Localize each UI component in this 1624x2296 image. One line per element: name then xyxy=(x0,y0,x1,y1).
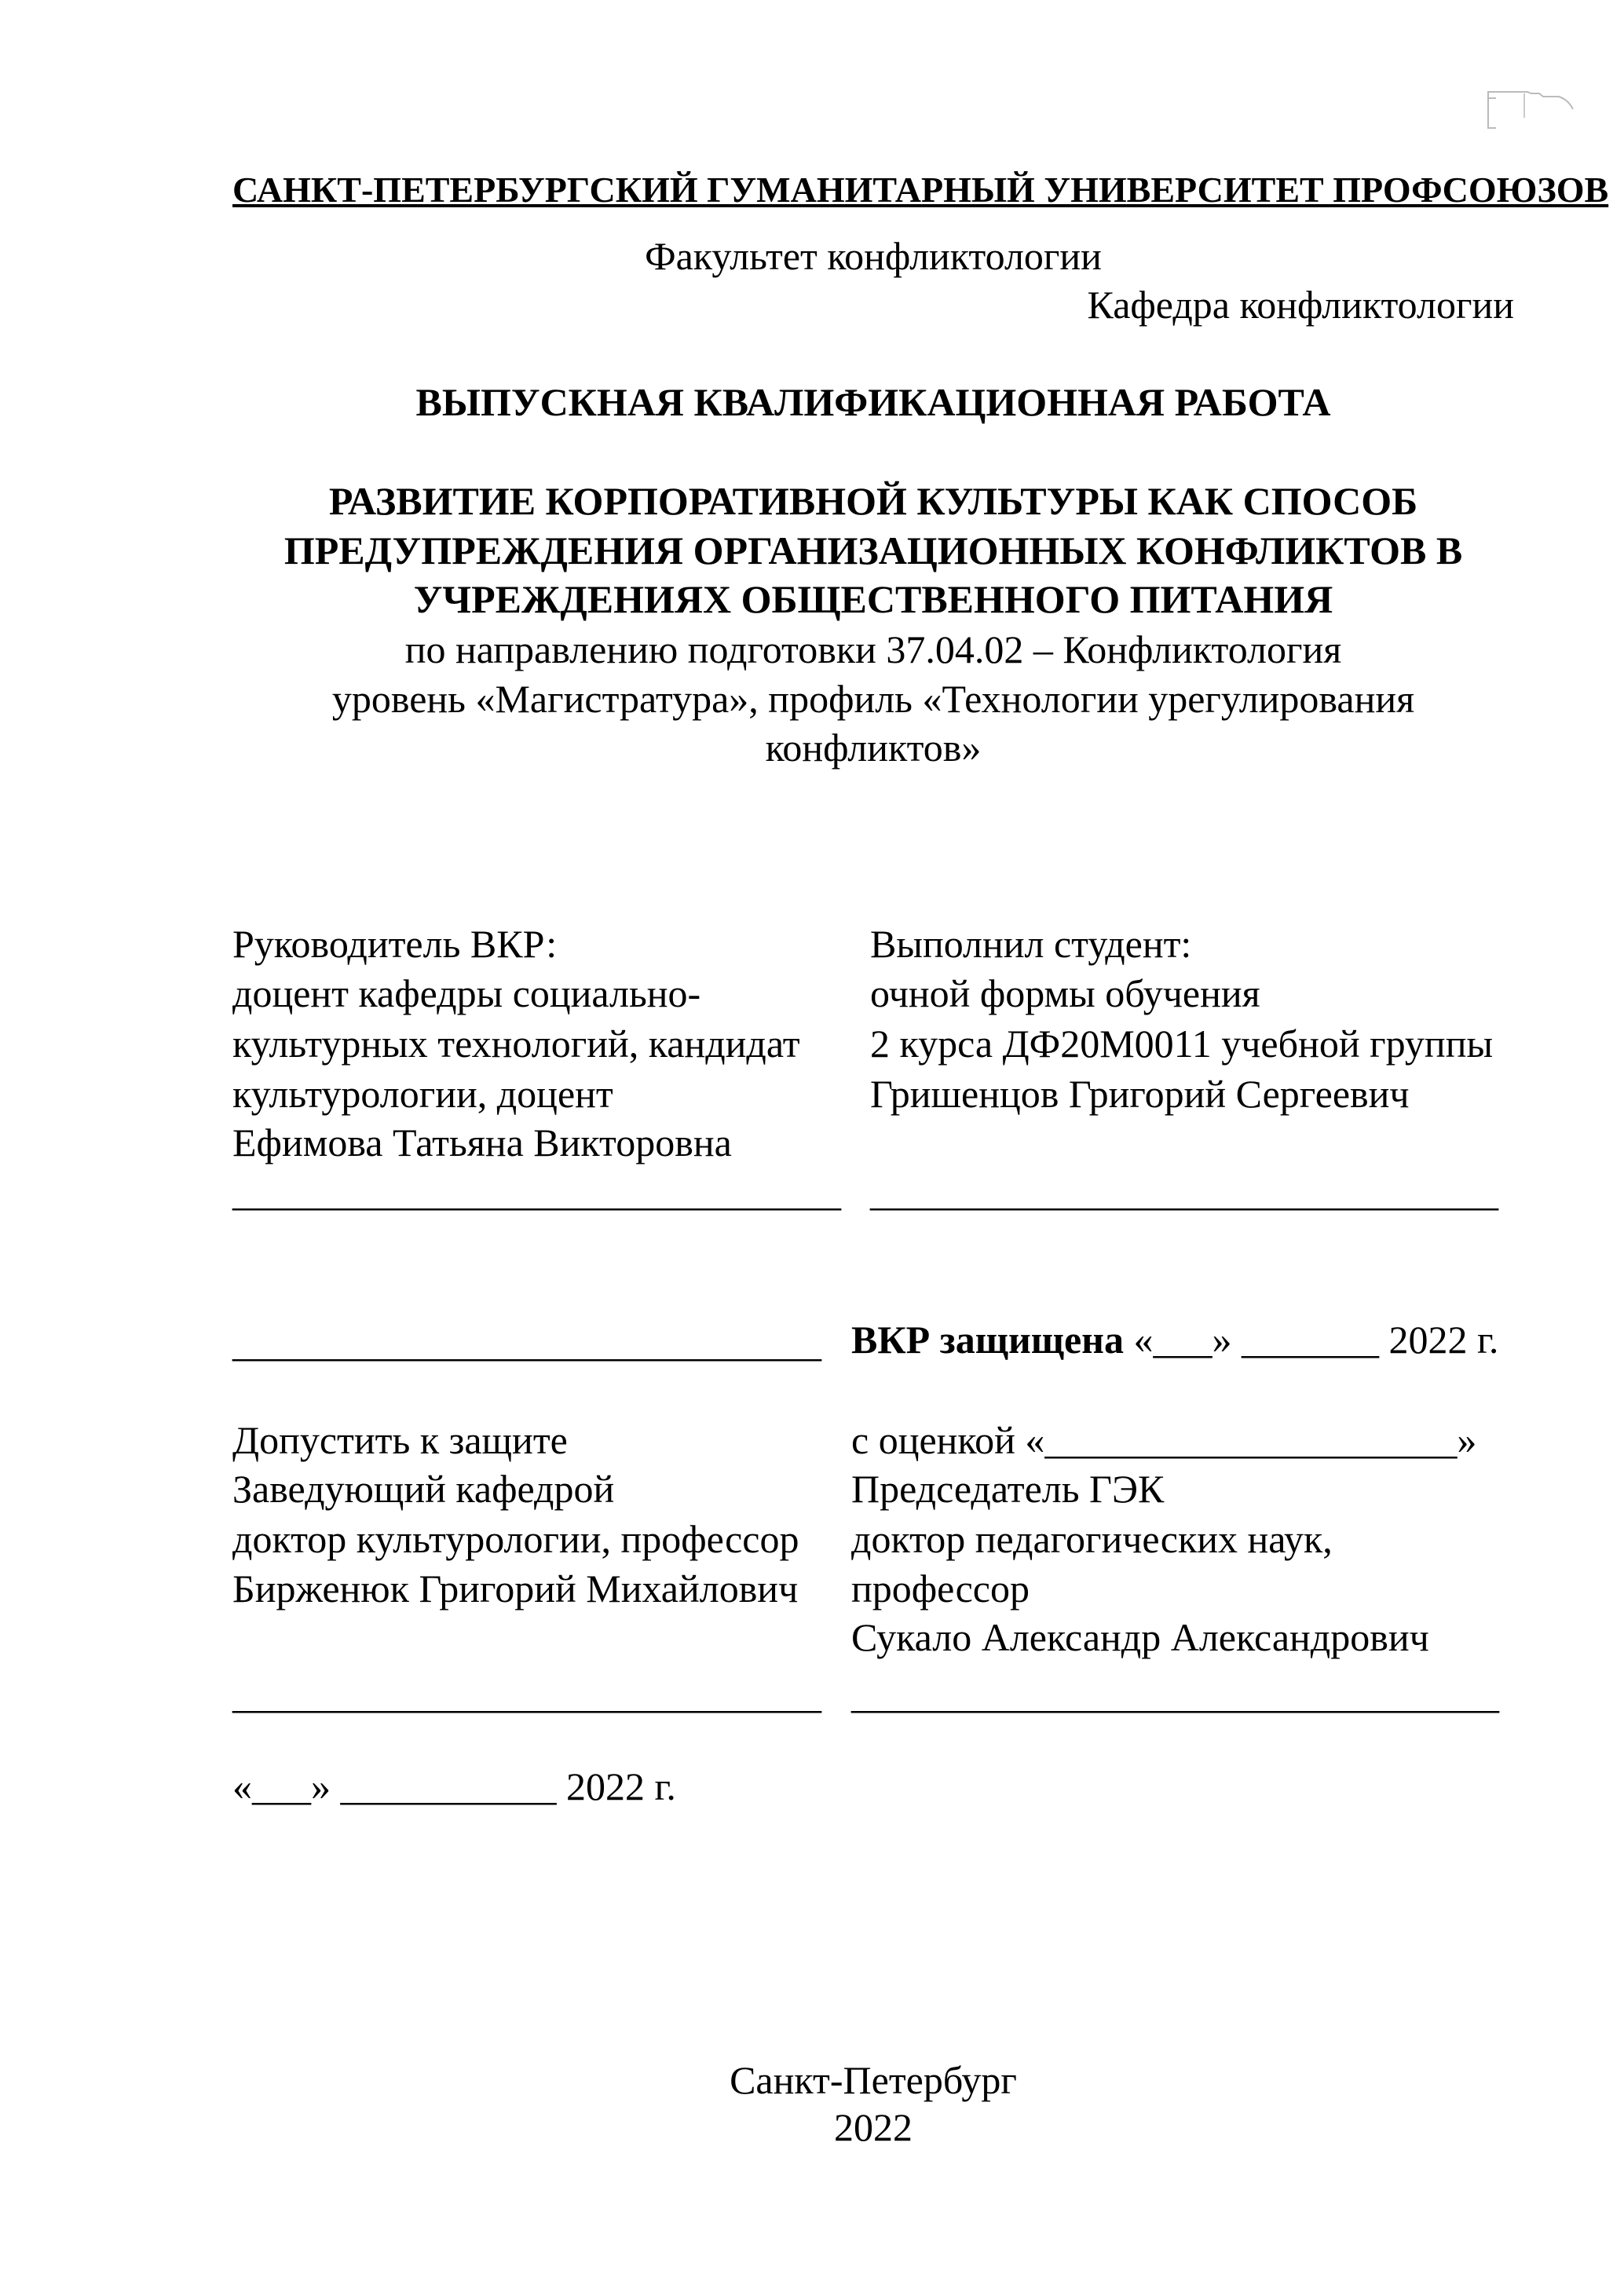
head-signature-line: ______________________________ xyxy=(232,1673,821,1717)
city: Санкт-Петербург xyxy=(730,2058,1017,2102)
title-line: РАЗВИТИЕ КОРПОРАТИВНОЙ КУЛЬТУРЫ КАК СПОСОБ xyxy=(328,479,1418,523)
scan-artifact-icon xyxy=(1480,82,1575,130)
head-line: Заведующий кафедрой xyxy=(232,1467,615,1511)
student-signature-line: ________________________________ xyxy=(870,1170,1498,1214)
year: 2022 xyxy=(834,2105,913,2149)
supervisor-name: Ефимова Татьяна Викторовна xyxy=(232,1121,732,1164)
student-line: очной формы обучения xyxy=(870,971,1260,1015)
defense-label: ВКР защищена xyxy=(851,1318,1124,1362)
chairman-signature-line: _________________________________ xyxy=(851,1673,1499,1717)
head-line: доктор культурологии, профессор xyxy=(232,1517,799,1561)
direction-line: конфликтов» xyxy=(765,726,982,770)
title-line: УЧРЕЖДЕНИЯХ ОБЩЕСТВЕННОГО ПИТАНИЯ xyxy=(413,577,1333,621)
supervisor-line: культурных технологий, кандидат xyxy=(232,1022,800,1066)
head-name: Бирженюк Григорий Михайлович xyxy=(232,1567,799,1610)
defense-date: «___» _______ 2022 г. xyxy=(1123,1318,1499,1362)
supervisor-line: Руководитель ВКР: xyxy=(232,922,558,966)
title-line: ПРЕДУПРЕЖДЕНИЯ ОРГАНИЗАЦИОННЫХ КОНФЛИКТОВ В xyxy=(283,528,1463,572)
supervisor-line: доцент кафедры социально- xyxy=(232,971,701,1015)
work-type: ВЫПУСКНАЯ КВАЛИФИКАЦИОННАЯ РАБОТА xyxy=(415,380,1331,424)
head-line: Допустить к защите xyxy=(232,1418,568,1462)
student-line: 2 курса ДФ20М0011 учебной группы xyxy=(870,1022,1494,1066)
faculty-name: Факультет конфликтологии xyxy=(645,234,1102,278)
chairman-line: профессор xyxy=(851,1567,1030,1610)
chairman-name: Сукало Александр Александрович xyxy=(851,1615,1429,1659)
chairman-line: доктор педагогических наук, xyxy=(851,1517,1333,1561)
grade-line: с оценкой «_____________________» xyxy=(851,1418,1477,1462)
supervisor-signature-line: _______________________________ xyxy=(232,1170,841,1214)
chairman-line: Председатель ГЭК xyxy=(851,1467,1165,1511)
direction-line: по направлению подготовки 37.04.02 – Конфликтология xyxy=(404,627,1342,671)
defense-status xyxy=(851,1316,1498,1363)
student-line: Выполнил студент: xyxy=(870,922,1192,966)
supervisor-line: культурологии, доцент xyxy=(232,1072,613,1116)
university-name: САНКТ-ПЕТЕРБУРГСКИЙ ГУМАНИТАРНЫЙ УНИВЕРСИТЕТ ПРОФСОЮЗОВ xyxy=(232,170,1609,210)
defense-signature-line: ______________________________ xyxy=(232,1321,821,1365)
direction-line: уровень «Магистратура», профиль «Технологии урегулирования xyxy=(331,677,1415,721)
admission-date-line: «___» ___________ 2022 г. xyxy=(232,1764,676,1808)
student-name: Гришенцов Григорий Сергеевич xyxy=(870,1072,1410,1116)
department-name: Кафедра конфликтологии xyxy=(1087,283,1514,327)
